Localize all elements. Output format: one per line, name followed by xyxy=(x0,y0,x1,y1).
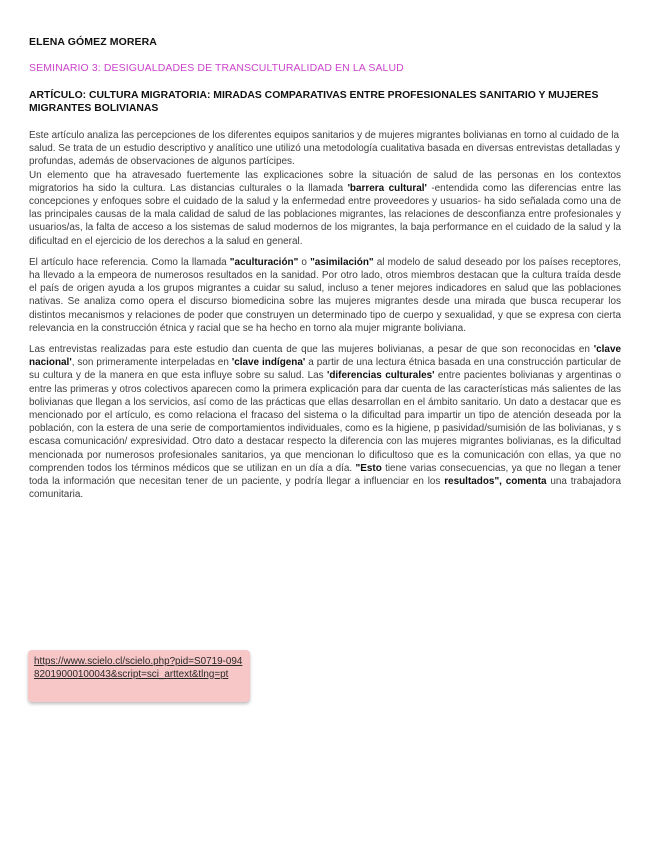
paragraph-intro: Este artículo analiza las percepciones de los diferentes equipos sanitarios y de mujeres migrantes bolivianas en torno al cuidado de la salud. Se trata de un estudio descriptivo y analítico une utilizó una metodología cualitativa basada en diversas entrevistas detalladas y profundas, además de observaciones de algunos partícipes. xyxy=(29,130,621,168)
text-span: -entendida como las diferencias entre las concepciones y enfoques sobre el cuidado de la salud y la enfermedad entre proveedores y usuarios- ha sido señalada como una de las principales causas de la mala calidad de salud de las poblaciones migrantes, las relaciones de desconfianza entre profesionales y usuarios/as, la falta de acceso a los sistemas de salud modernos de los migrantes, la baja performance en el cuidado de la salud y la dificultad en el ejercicio de los derechos a la salud en general. xyxy=(29,182,621,247)
reference-link-box xyxy=(28,650,250,702)
bold-term: "Esto xyxy=(355,462,382,474)
text-span: El artículo hace referencia. Como la llamada xyxy=(29,256,230,268)
bold-term: resultados", comenta xyxy=(444,476,547,488)
seminar-heading: SEMINARIO 3: DESIGUALDADES DE TRANSCULTURALIDAD EN LA SALUD xyxy=(29,62,404,74)
author-name: ELENA GÓMEZ MORERA xyxy=(29,36,157,48)
paragraph-interviews xyxy=(29,343,621,501)
text-span: tiene varias consecuencias, ya que no llegan a tener toda la información que necesitan tener de un paciente, y podría llegar a influenciar en los xyxy=(29,462,621,488)
text-span: una trabajadora comunitaria. xyxy=(29,476,621,501)
text-span: Un elemento que ha atravesado fuertemente las explicaciones sobre la situación de salud de las personas en los contextos migratorios ha sido la cultura. Las distancias culturales o la llamada xyxy=(29,169,621,194)
bold-term: "asimilación" xyxy=(310,256,374,268)
article-title: ARTÍCULO: CULTURA MIGRATORIA: MIRADAS COMPARATIVAS ENTRE PROFESIONALES SANITARIO Y MUJERES MIGRANTES BOLIVIANAS xyxy=(29,90,599,114)
text-span: , son primeramente interpeladas en xyxy=(71,357,232,369)
paragraph-culture xyxy=(29,169,621,248)
bold-term: "aculturación" xyxy=(229,256,299,268)
text-span: Las entrevistas realizadas para este estudio dan cuenta de que las mujeres bolivianas, a pesar de que son reconocidas en xyxy=(29,344,594,356)
bold-term: 'barrera cultural' xyxy=(347,182,427,194)
bold-term: 'clave nacional' xyxy=(29,344,621,369)
text-span: al modelo de salud deseado por los países receptores, ha llevado a la empeora de numerosos resultados en la sanidad. Por otro lado, otros miembros destacan que la cultura traída desde el país de origen ayuda a los grupos migrantes a cuidar su salud, incluso a tener mejores indicadores en salud que las poblaciones nativas. Se analiza como opera el discurso biomedicina sobre las mujeres migrantes desde una mirada que busca recuperar los distintos mecanismos y relaciones de poder que construyen un determinado tipo de cuerpo y sexualidad, y que se expresa con cierta relevancia en la construcción étnica y racial que se ha hecho en torno ala mujer migrante boliviana. xyxy=(29,256,621,334)
text-span: entre pacientes bolivianas y argentinas o entre las primeras y otros colectivos aparecen como la primera explicación para dar cuenta de las características más salientes de las bolivianas que llegan a los servicios, así como de las prácticas que ellas desarrollan en el ámbito sanitario. Un dato a destacar que es mencionado por el artículo, es como relaciona el fracaso del sistema o la dificultad para impartir un tipo de atención deseada por la población, con la estera de una serie de comportamientos individuales, como es la higiene, p pasividad/sumisión de las bolivianas, y s escasa comunicación/ expresividad. Otro dato a destacar respecto la diferencia con las mujeres migrantes bolivianas, es la dificultad mencionada por numerosos profesionales sanitarios, ya que mencionan lo dificultoso que es la comunicación con ellas, ya que no comprenden todos los términos médicos que se utilizan en un día a día. xyxy=(29,370,622,474)
text-span: a partir de una lectura étnica basada en una construcción particular de su cultura y de la manera en que esta influye sobre su salud. Las xyxy=(29,357,621,382)
text-span: o xyxy=(298,256,311,268)
reference-link[interactable]: https://www.scielo.cl/scielo.php?pid=S0719-09482019000100043&script=sci_arttext&tlng=pt xyxy=(34,656,243,680)
paragraph-acculturation xyxy=(29,256,621,335)
bold-term: 'clave indígena' xyxy=(231,357,306,369)
document-page xyxy=(29,36,621,509)
bold-term: 'diferencias culturales' xyxy=(326,370,435,382)
